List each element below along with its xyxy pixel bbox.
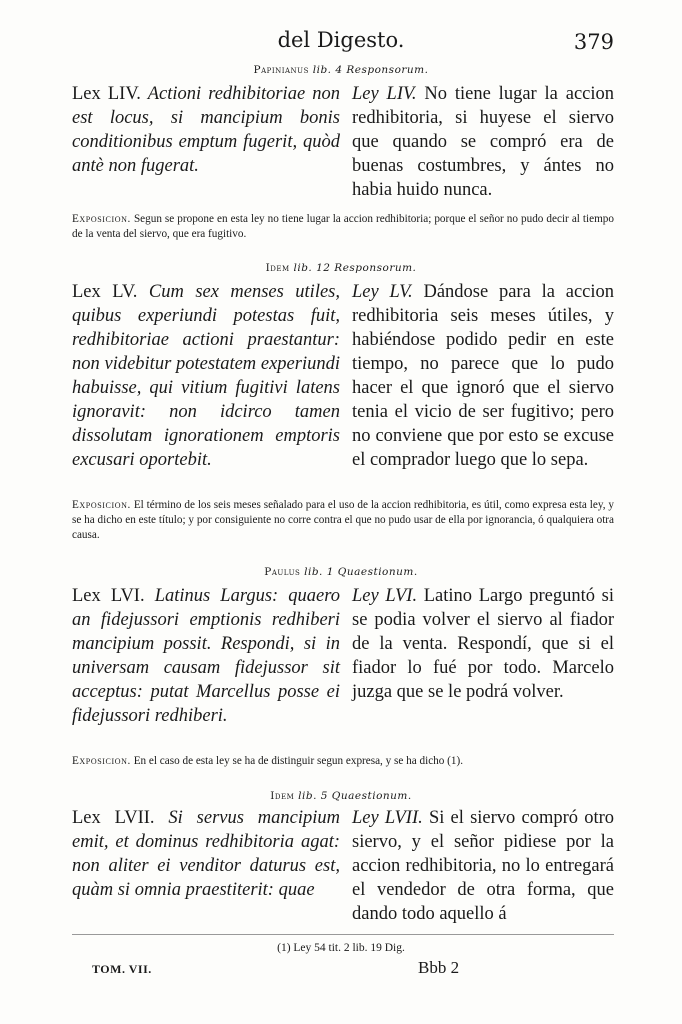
- volume-mark: TOM. VII.: [92, 962, 152, 976]
- latin-law-number: Lex LIV.: [72, 84, 141, 104]
- latin-law-number: Lex LVI.: [72, 586, 145, 606]
- spanish-law-number: Ley LIV.: [352, 84, 417, 104]
- spanish-law-number: Ley LVII.: [352, 808, 423, 828]
- spanish-text: Ley LIV. No tiene lugar la accion redhibitoria, si huyese el siervo que quando se compró era de buenas costumbres, y ántes no habia huido nunca.: [352, 84, 615, 200]
- footnote-rule: [72, 934, 614, 935]
- signature-mark: Bbb 2: [418, 958, 460, 977]
- running-head: del Digesto.: [277, 28, 405, 52]
- latin-law-number: Lex LV.: [72, 282, 138, 302]
- source-header: Paulus lib. 1 Quaestionum.: [264, 566, 418, 578]
- spanish-text: Ley LVII. Si el siervo compró otro siervo, y el señor pidiese por la accion redhibitoria, no lo entregará el vendedor de otra forma, que dando todo aquello á: [352, 808, 614, 924]
- source-header: Papinianus lib. 4 Responsorum.: [253, 64, 429, 76]
- latin-law-number: Lex LVII.: [72, 808, 155, 828]
- latin-text: Lex LVI. Latinus Largus: quaero an fidejussori emptionis redhiberi mancipium possit. Respondi, si in universam causam fidejussor sit acceptus: putat Marcellus posse ei fidejussori redhiberi.: [72, 586, 341, 726]
- page-number: 379: [573, 30, 614, 54]
- latin-text: Lex LVII. Si servus mancipium emit, et dominus redhibitoria agat: non aliter ei venditor daturus est, quàm si omnia praestiterit: quae: [72, 808, 341, 900]
- exposicion: Exposicion. Segun se propone en esta ley no tiene lugar la accion redhibitoria; porque el señor no pudo decir al tiempo de la venta del siervo, que era fugitivo.: [72, 213, 614, 240]
- source-header: Idem lib. 12 Responsorum.: [265, 262, 417, 274]
- spanish-law-number: Ley LVI.: [352, 586, 418, 606]
- exposicion: Exposicion. En el caso de esta ley se ha de distinguir segun expresa, y se ha dicho (1).: [72, 755, 464, 767]
- spanish-text: Ley LVI. Latino Largo preguntó si se podia volver el siervo al fiador de la venta. Respondí, que si el fiador lo fué por todo. Marcelo juzga que se le podrá volver.: [352, 586, 614, 702]
- source-header: Idem lib. 5 Quaestionum.: [270, 790, 412, 802]
- spanish-law-number: Ley LV.: [352, 282, 413, 302]
- exposicion: Exposicion. El término de los seis meses señalado para el uso de la accion redhibitoria, es útil, como expresa esta ley, y se ha dicho en este título; y por consiguiente no corre contra el que no pudo usar de ella por ignorancia, ó qualquiera otra causa.: [72, 499, 614, 541]
- latin-text: Lex LIV. Actioni redhibitoriae non est locus, si mancipium bonis conditionibus emptum fugerit, quòd antè non fugerat.: [72, 84, 340, 176]
- footnote: (1) Ley 54 tit. 2 lib. 19 Dig.: [277, 942, 405, 954]
- spanish-text: Ley LV. Dándose para la accion redhibitoria seis meses útiles, y habiéndose podido pedir en este tiempo, no parece que lo pudo hacer el que ignoró que el siervo tenia el vicio de ser fugitivo; pero no conviene que por esto se excuse el comprador luego que lo sepa.: [352, 282, 615, 470]
- latin-text: Lex LV. Cum sex menses utiles, quibus experiundi potestas fuit, redhibitoriae actioni praestantur: non videbitur potestatem experiundi habuisse, qui vitium fugitivi latens ignoravit: non idcirco tamen dissolutam ignorationem emptoris excusari oportebit.: [72, 282, 341, 470]
